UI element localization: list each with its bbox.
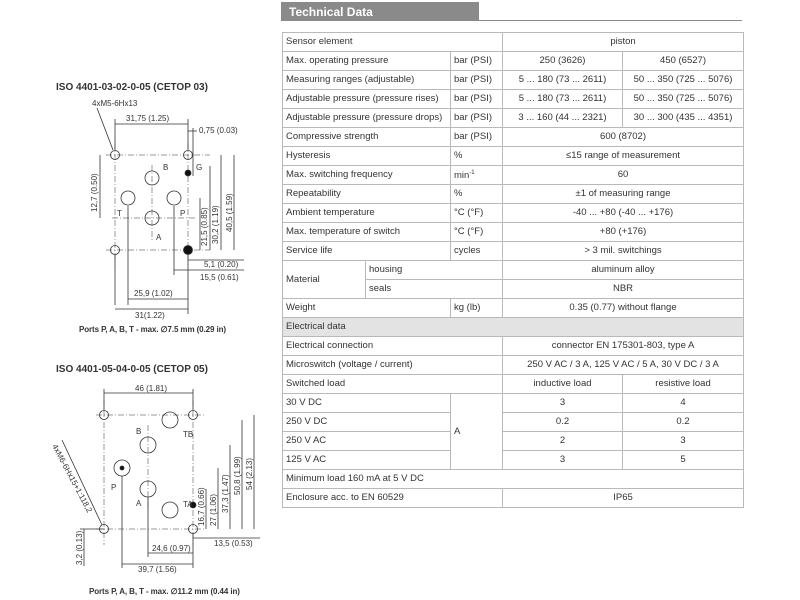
row-value: 4: [623, 394, 744, 413]
row-unit: bar (PSI): [451, 71, 503, 90]
row-label: Hysteresis: [283, 147, 451, 166]
row-value: > 3 mil. switchings: [503, 242, 744, 261]
row-value: +80 (+176): [503, 223, 744, 242]
row-label: 250 V DC: [283, 413, 451, 432]
cetop05-port-ta: TA: [183, 500, 193, 509]
row-unit: %: [451, 147, 503, 166]
row-value: ≤15 range of measurement: [503, 147, 744, 166]
row-unit: A: [451, 394, 503, 470]
technical-data-table: [282, 32, 744, 508]
cetop05-title: ISO 4401-05-04-0-05 (CETOP 05): [56, 364, 208, 375]
col-header: resistive load: [623, 375, 744, 394]
row-label: Ambient temperature: [283, 204, 451, 223]
cetop03-dim-30-2: 30,2 (1.19): [211, 205, 220, 244]
electrical-heading: Electrical data: [283, 318, 744, 337]
cetop05-drawing: [0, 0, 275, 600]
cetop05-dim-50-8: 50,8 (1.99): [233, 456, 242, 495]
row-value: aluminum alloy: [503, 261, 744, 280]
table-row: [283, 413, 744, 432]
cetop03-port-a: A: [156, 233, 162, 242]
cetop03-port-t: T: [117, 209, 122, 218]
row-value: 3: [623, 432, 744, 451]
table-row: [283, 185, 744, 204]
table-row: [283, 204, 744, 223]
row-sublabel: housing: [366, 261, 503, 280]
row-unit: bar (PSI): [451, 128, 503, 147]
row-value: 3: [503, 451, 623, 470]
row-label: Max. operating pressure: [283, 52, 451, 71]
row-unit: bar (PSI): [451, 109, 503, 128]
cetop03-dim-31-75: 31,75 (1.25): [126, 114, 170, 123]
cetop03-dim-31: 31(1.22): [135, 311, 165, 320]
row-value: 5 ... 180 (73 ... 2611): [503, 90, 623, 109]
table-row: [283, 451, 744, 470]
cetop03-dim-5-1: 5,1 (0.20): [204, 260, 239, 269]
table-row: [283, 432, 744, 451]
row-unit: bar (PSI): [451, 90, 503, 109]
row-label: Enclosure acc. to EN 60529: [283, 489, 503, 508]
table-row: [283, 375, 744, 394]
row-value: 50 ... 350 (725 ... 5076): [623, 71, 744, 90]
cetop03-dim-15-5: 15,5 (0.61): [200, 273, 239, 282]
row-sublabel: seals: [366, 280, 503, 299]
cetop05-dim-13-5: 13,5 (0.53): [214, 539, 253, 548]
table-row: [283, 356, 744, 375]
heading-rule: [281, 20, 742, 21]
row-value: 0.2: [623, 413, 744, 432]
cetop03-dim-25-9: 25,9 (1.02): [134, 289, 173, 298]
cetop03-dim-0-75: 0,75 (0.03): [199, 126, 238, 135]
table-row: [283, 394, 744, 413]
table-row: [283, 242, 744, 261]
row-value: IP65: [503, 489, 744, 508]
cetop03-title: ISO 4401-03-02-0-05 (CETOP 03): [56, 82, 208, 93]
table-row: [283, 166, 744, 185]
row-value: 50 ... 350 (725 ... 5076): [623, 90, 744, 109]
row-label: Repeatability: [283, 185, 451, 204]
unit-text: min: [454, 170, 470, 182]
row-label: Adjustable pressure (pressure rises): [283, 90, 451, 109]
row-value: 0.35 (0.77) without flange: [503, 299, 744, 318]
cetop05-thread-label: 4xM6-6Hx15+1:118,2: [50, 442, 94, 515]
col-header: inductive load: [503, 375, 623, 394]
cetop05-dim-46: 46 (1.81): [135, 384, 168, 393]
row-label: Minimum load 160 mA at 5 V DC: [283, 470, 744, 489]
row-value: 600 (8702): [503, 128, 744, 147]
row-value: 3 ... 160 (44 ... 2321): [503, 109, 623, 128]
cetop05-caption: Ports P, A, B, T - max. ∅11.2 mm (0.44 in): [89, 587, 240, 596]
cetop05-port-a: A: [136, 499, 142, 508]
cetop03-caption: Ports P, A, B, T - max. ∅7.5 mm (0.29 in): [79, 325, 226, 334]
table-row: [283, 52, 744, 71]
row-value: 5 ... 180 (73 ... 2611): [503, 71, 623, 90]
row-unit: kg (lb): [451, 299, 503, 318]
cetop05-dim-54: 54 (2.13): [245, 457, 254, 490]
row-label: Max. temperature of switch: [283, 223, 451, 242]
cetop05-dim-39-7: 39,7 (1.56): [138, 565, 177, 574]
row-value: connector EN 175301-803, type A: [503, 337, 744, 356]
row-label: 125 V AC: [283, 451, 451, 470]
row-label: Adjustable pressure (pressure drops): [283, 109, 451, 128]
row-value: 450 (6527): [623, 52, 744, 71]
cetop03-port-g: G: [196, 163, 203, 172]
row-label: Service life: [283, 242, 451, 261]
row-label: Max. switching frequency: [283, 166, 451, 185]
cetop05-dim-37-3: 37,3 (1.47): [221, 474, 230, 513]
cetop03-port-b: B: [163, 163, 169, 172]
row-value: ±1 of measuring range: [503, 185, 744, 204]
table-row: [283, 299, 744, 318]
cetop03-dim-21-5: 21,5 (0.85): [200, 207, 209, 246]
cetop03-dim-12-7: 12,7 (0.50): [90, 173, 99, 212]
row-value: 250 (3626): [503, 52, 623, 71]
row-label: Sensor element: [283, 33, 503, 52]
table-row: [283, 261, 744, 280]
row-value: 60: [503, 166, 744, 185]
table-row: [283, 128, 744, 147]
unit-superscript: -1: [469, 170, 475, 177]
row-label: Microswitch (voltage / current): [283, 356, 503, 375]
table-row: [283, 147, 744, 166]
row-value: 30 ... 300 (435 ... 4351): [623, 109, 744, 128]
cetop05-dim-16-7: 16,7 (0.66): [197, 487, 206, 526]
row-label: Switched load: [283, 375, 503, 394]
technical-data-heading: Technical Data: [281, 2, 479, 21]
cetop05-dim-3-2: 3,2 (0.13): [75, 530, 84, 565]
cetop05-port-p: P: [111, 483, 117, 492]
row-unit: [451, 166, 503, 185]
table-row: [283, 90, 744, 109]
cetop05-dim-27: 27 (1.06): [209, 493, 218, 526]
row-value: 250 V AC / 3 A, 125 V AC / 5 A, 30 V DC / 3 A: [503, 356, 744, 375]
row-label: Weight: [283, 299, 451, 318]
row-unit: °C (°F): [451, 204, 503, 223]
cetop05-port-tb: TB: [183, 430, 194, 439]
row-label: 30 V DC: [283, 394, 451, 413]
row-value: 5: [623, 451, 744, 470]
row-label: Measuring ranges (adjustable): [283, 71, 451, 90]
table-row: [283, 470, 744, 489]
row-unit: %: [451, 185, 503, 204]
cetop03-dim-40-5: 40,5 (1.59): [225, 193, 234, 232]
row-unit: cycles: [451, 242, 503, 261]
table-row: [283, 33, 744, 52]
row-unit: °C (°F): [451, 223, 503, 242]
table-row: [283, 109, 744, 128]
table-row: [283, 223, 744, 242]
row-label: Material: [283, 261, 366, 299]
table-row: [283, 489, 744, 508]
table-row: [283, 337, 744, 356]
cetop05-dim-24-6: 24,6 (0.97): [152, 544, 191, 553]
row-label: Compressive strength: [283, 128, 451, 147]
row-label: 250 V AC: [283, 432, 451, 451]
row-value: NBR: [503, 280, 744, 299]
cetop03-port-p: P: [180, 209, 186, 218]
row-value: 3: [503, 394, 623, 413]
row-value: 2: [503, 432, 623, 451]
cetop03-thread-label: 4xM5-6Hx13: [92, 99, 138, 108]
section-row: [283, 318, 744, 337]
table-row: [283, 71, 744, 90]
row-value: -40 ... +80 (-40 ... +176): [503, 204, 744, 223]
row-label: Electrical connection: [283, 337, 503, 356]
cetop05-port-b: B: [136, 427, 142, 436]
row-value: 0.2: [503, 413, 623, 432]
row-value: piston: [503, 33, 744, 52]
row-unit: bar (PSI): [451, 52, 503, 71]
